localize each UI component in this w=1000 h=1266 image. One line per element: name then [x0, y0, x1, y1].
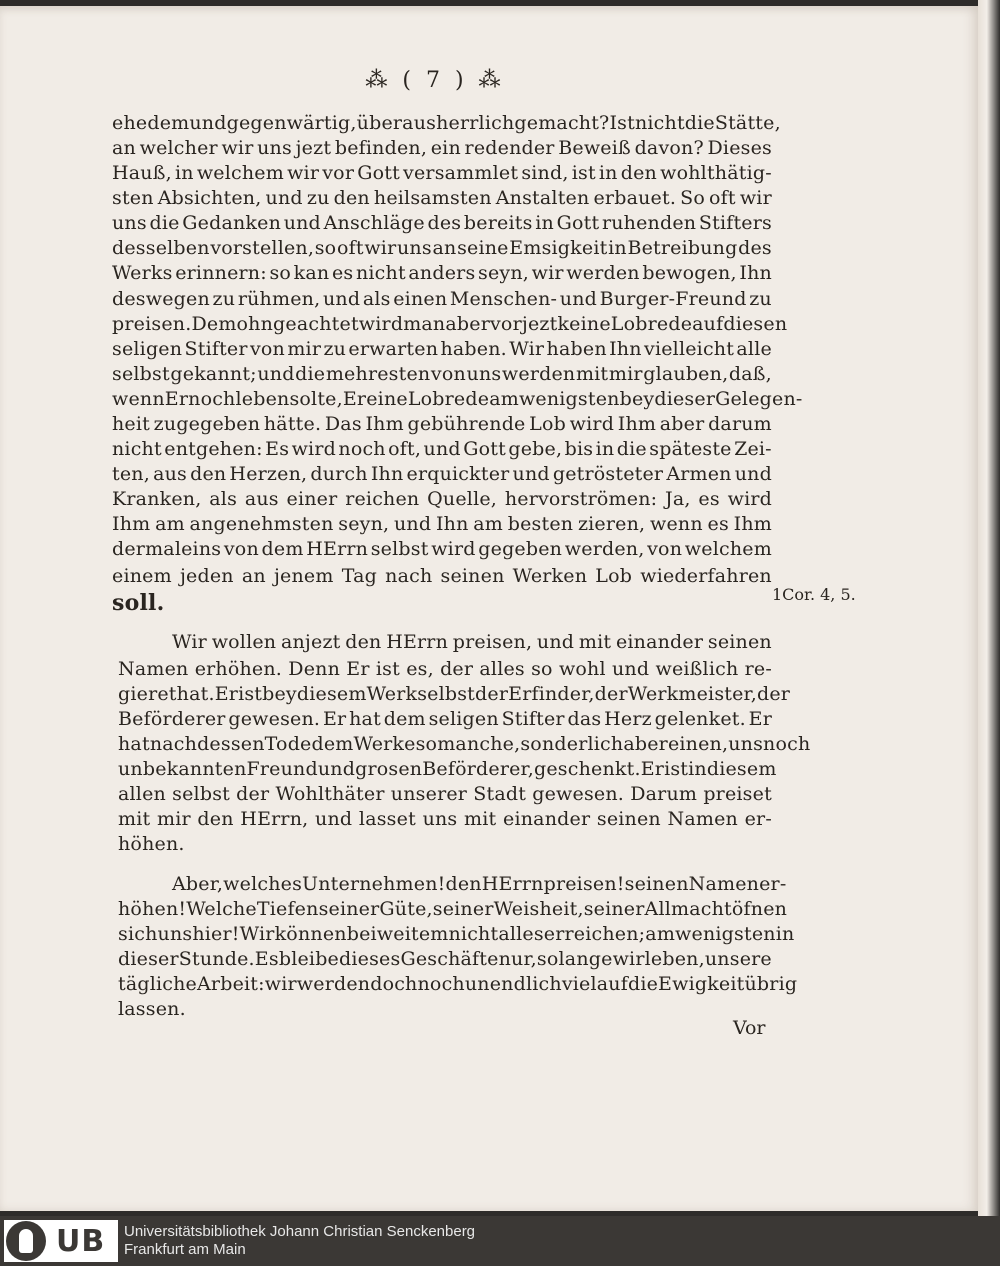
- text-line-16: Kranken, als aus einer reichen Quelle, hervorströmen: Ja, es wird: [112, 488, 772, 510]
- text-line-11: selbst gekannt; und die mehresten von uns werden mit mir glauben, daß,: [112, 363, 772, 385]
- text-line-9: preisen. Dem ohngeachtet wird man aber vor jezt keine Lobrede auf diesen: [112, 313, 788, 335]
- footer-line-2: Frankfurt am Main: [124, 1241, 246, 1258]
- text-line-25: hat nach dessen Tode dem Werke so manche, sonderlich aber einen, uns noch: [118, 733, 811, 755]
- text-line-12: wenn Er noch leben solte, Er eine Lobrede am wenigsten bey dieser Gelegen-: [112, 388, 803, 410]
- text-line-23: gieret hat. Er ist bey diesem Werk selbst der Erfinder, der Werkmeister, der: [118, 683, 791, 705]
- catchword: Vor: [733, 1017, 766, 1039]
- text-line-31: höhen! Welche Tiefen seiner Güte, seiner Weisheit, seiner Allmacht öfnen: [118, 898, 788, 920]
- text-line-3: Hauß, in welchem wir vor Gott versammlet sind, ist in den wohlthätig-: [112, 162, 772, 184]
- logo-text: UB: [56, 1223, 106, 1259]
- text-line-14: nicht entgehen: Es wird noch oft, und Gott gebe, bis in die späteste Zei-: [112, 438, 772, 460]
- text-line-8: deswegen zu rühmen, und als einen Menschen- und Burger-Freund zu: [112, 288, 772, 310]
- text-line-13: heit zugegeben hätte. Das Ihm gebührende Lob wird Ihm aber darum: [112, 413, 772, 435]
- text-line-15: ten, aus den Herzen, durch Ihn erquickter und getrösteter Armen und: [112, 463, 772, 485]
- text-line-30: Aber, welches Unternehmen! den HErrn preisen! seinen Namen er-: [172, 873, 787, 895]
- text-line-21: Wir wollen anjezt den HErrn preisen, und mit einander seinen: [172, 631, 772, 653]
- text-line-20: soll.: [112, 590, 165, 616]
- margin-note: 1Cor. 4, 5.: [772, 585, 856, 604]
- text-line-22: Namen erhöhen. Denn Er ist es, der alles so wohl und weißlich re-: [118, 658, 772, 680]
- paper-page: [0, 6, 980, 1211]
- footer-line-1: Universitätsbibliothek Johann Christian Senckenberg: [124, 1223, 476, 1240]
- text-line-34: tägliche Arbeit: wir werden doch noch unendlich viel auf die Ewigkeit übrig: [118, 973, 798, 995]
- text-line-18: dermaleins von dem HErrn selbst wird gegeben werden, von welchem: [112, 538, 772, 560]
- footer-institution[interactable]: [124, 1223, 475, 1259]
- text-line-26: unbekannten Freund und grosen Beförderer, geschenkt. Er ist in diesem: [118, 758, 777, 780]
- text-line-7: Werks erinnern: so kan es nicht anders seyn, wir werden bewogen, Ihn: [112, 262, 772, 284]
- text-line-28: mit mir den HErrn, und lasset uns mit einander seinen Namen er-: [118, 808, 772, 830]
- text-line-5: uns die Gedanken und Anschläge des bereits in Gott ruhenden Stifters: [112, 212, 772, 234]
- page-number: ⁂ ( 7 ) ⁂: [365, 68, 505, 93]
- text-line-4: sten Absichten, und zu den heilsamsten Anstalten erbauet. So oft wir: [112, 187, 772, 209]
- library-footer: [0, 1216, 1000, 1266]
- text-line-24: Beförderer gewesen. Er hat dem seligen Stifter das Herz gelenket. Er: [118, 708, 772, 730]
- text-line-2: an welcher wir uns jezt befinden, ein redender Beweiß davon? Dieses: [112, 137, 772, 159]
- text-line-6: desselben vorstellen, so oft wir uns an seine Emsigkeit in Betreibung des: [112, 237, 772, 259]
- text-line-29: höhen.: [118, 833, 185, 855]
- page-edge: [978, 0, 1000, 1216]
- text-line-33: dieser Stunde. Es bleibe dieses Geschäfte nur, so lange wir leben, unsere: [118, 948, 772, 970]
- text-line-27: allen selbst der Wohlthäter unserer Stadt gewesen. Darum preiset: [118, 783, 772, 805]
- text-line-10: seligen Stifter von mir zu erwarten haben. Wir haben Ihn vielleicht alle: [112, 338, 772, 360]
- text-line-32: sich uns hier! Wir können bei weitem nicht alles erreichen; am wenigsten in: [118, 923, 795, 945]
- text-line-17: Ihm am angenehmsten seyn, und Ihn am besten zieren, wenn es Ihm: [112, 513, 772, 535]
- ub-logo[interactable]: [4, 1220, 118, 1262]
- text-line-19: einem jeden an jenem Tag nach seinen Werken Lob wiederfahren: [112, 565, 772, 587]
- text-line-1: ehedem und gegenwärtig, überaus herrlich gemacht? Ist nicht die Stätte,: [112, 112, 781, 134]
- senckenberg-portrait-icon: [6, 1221, 46, 1261]
- text-line-35: lassen.: [118, 998, 186, 1020]
